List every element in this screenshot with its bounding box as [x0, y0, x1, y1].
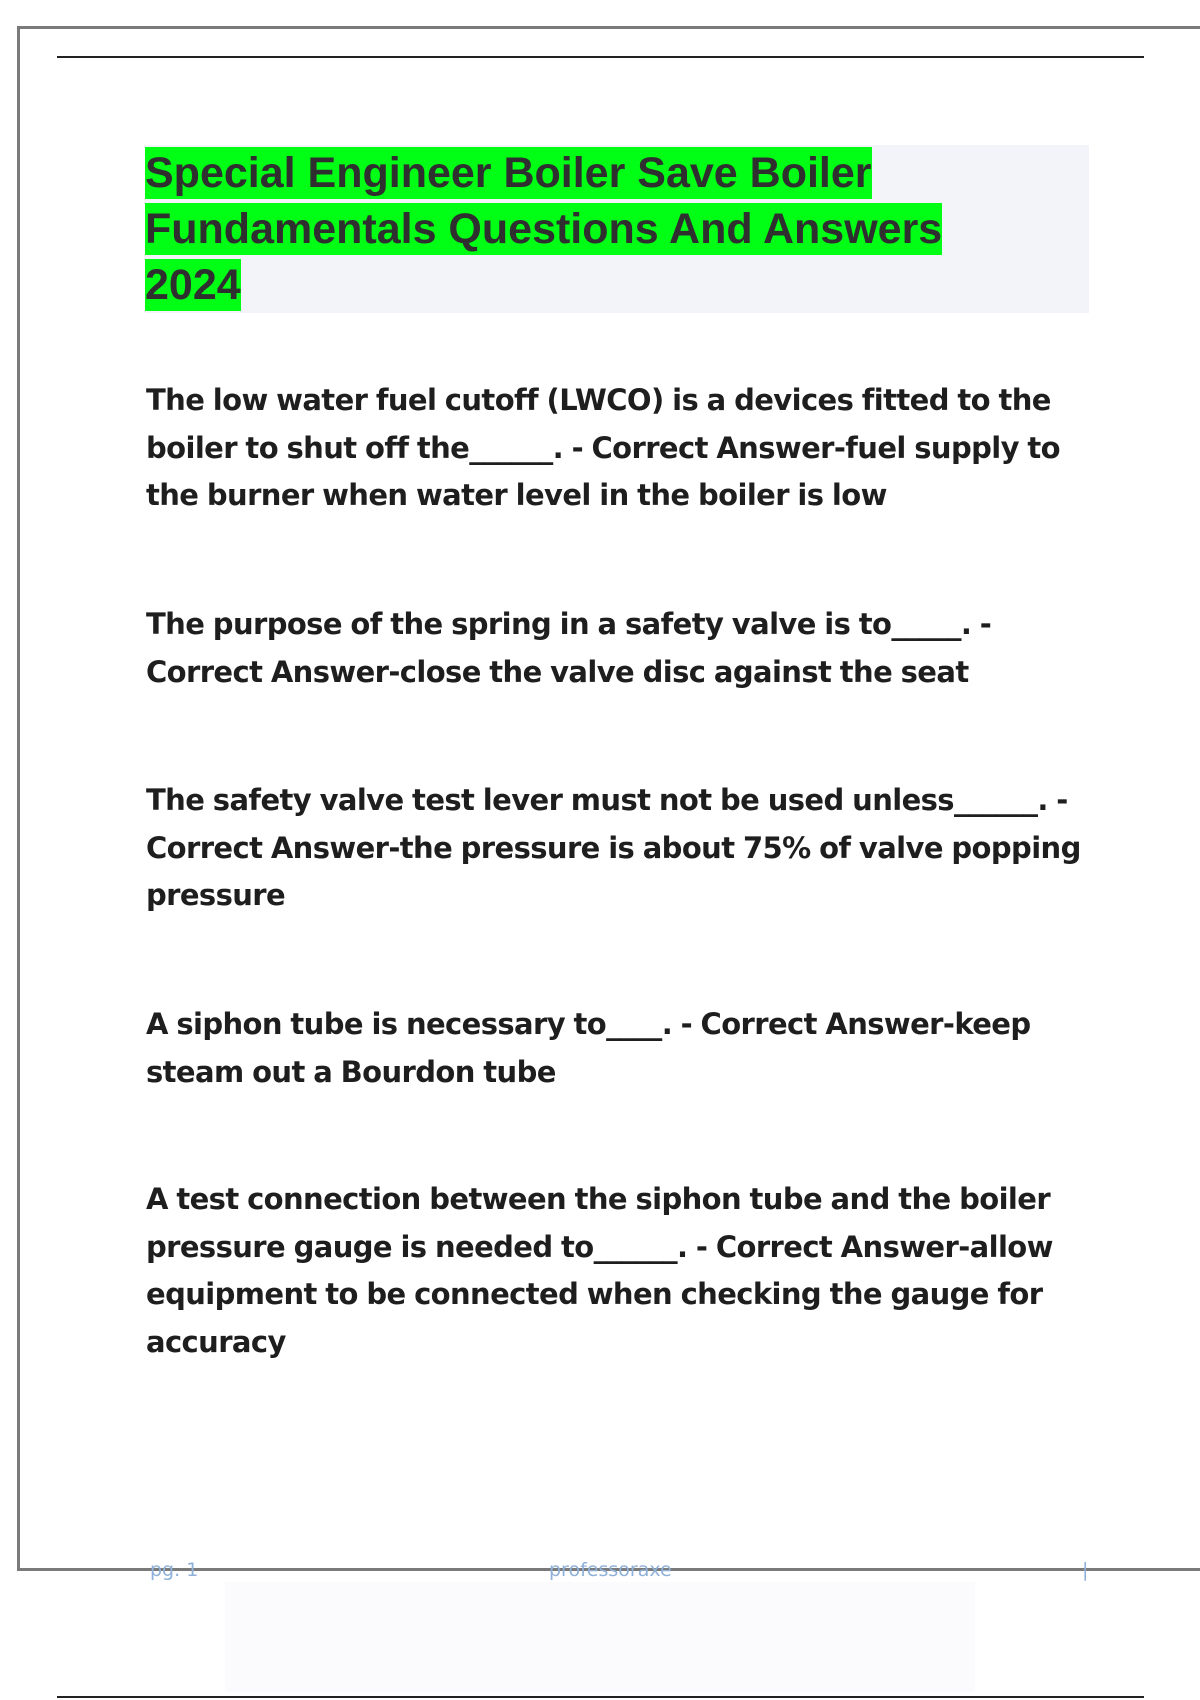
qa-line: accuracy [146, 1324, 286, 1359]
qa-line: The low water fuel cutoff (LWCO) is a devices fitted to the [146, 383, 1051, 417]
qa-line: The safety valve test lever must not be used unless______. - [146, 783, 1068, 817]
qa-line: pressure [146, 878, 286, 912]
qa-item-5 [146, 1176, 1086, 1366]
qa-line: Correct Answer-close the valve disc against the seat [146, 654, 969, 689]
header-rule [57, 56, 1144, 58]
title-line-1: Special Engineer Boiler Save Boiler [145, 149, 872, 197]
title-line-2: Fundamentals Questions And Answers [145, 205, 943, 253]
qa-line: equipment to be connected when checking the gauge for [146, 1277, 1043, 1311]
footer-mark: | [1082, 1559, 1089, 1581]
qa-item-3 [146, 777, 1086, 920]
qa-line: A test connection between the siphon tube and the boiler [146, 1182, 1051, 1216]
qa-line: A siphon tube is necessary to____. - Correct Answer-keep [146, 1007, 1031, 1041]
qa-line: Correct Answer-the pressure is about 75% of valve popping [146, 830, 1081, 865]
title-line-3: 2024 [145, 261, 241, 309]
footer-page-number: pg. 1 [150, 1559, 199, 1581]
document-title [145, 145, 1089, 313]
qa-line: pressure gauge is needed to______. - Correct Answer-allow [146, 1229, 1053, 1264]
qa-item-2 [146, 601, 1086, 696]
footer-shadow [225, 1582, 975, 1692]
qa-line: boiler to shut off the______. - Correct Answer-fuel supply to [146, 430, 1060, 465]
qa-line: the burner when water level in the boiler is low [146, 478, 887, 512]
qa-item-1 [146, 377, 1086, 520]
qa-line: steam out a Bourdon tube [146, 1054, 556, 1089]
qa-item-4 [146, 1001, 1086, 1096]
title-block [145, 145, 1089, 313]
footer-rule [57, 1696, 1144, 1698]
qa-line: The purpose of the spring in a safety valve is to_____. - [146, 607, 992, 641]
footer-author: professoraxe [549, 1559, 672, 1581]
